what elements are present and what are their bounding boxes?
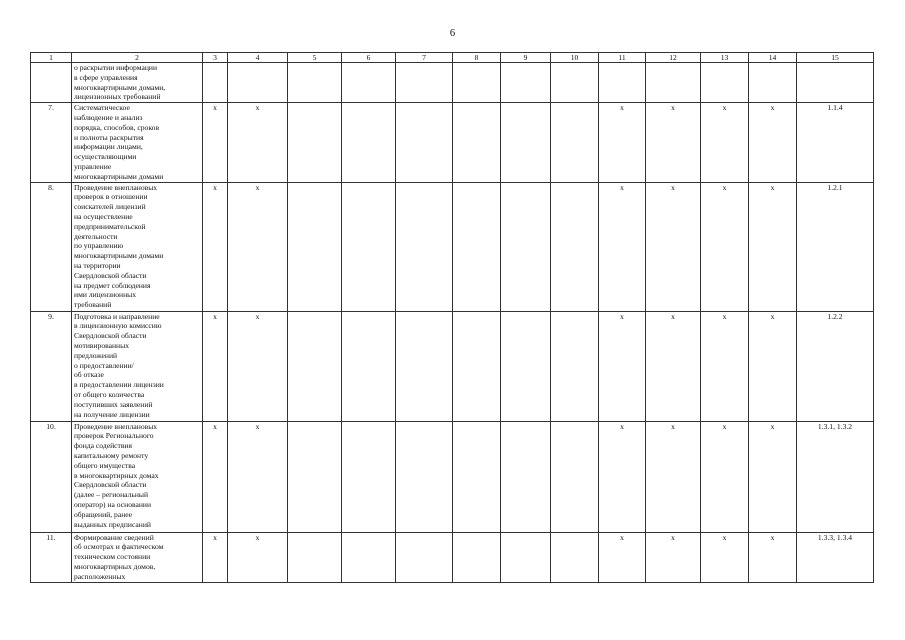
table-row: [31, 103, 874, 182]
mark-cell: [396, 311, 453, 421]
mark-cell: [396, 182, 453, 311]
mark-cell: x: [599, 103, 646, 182]
row-number: 10.: [31, 421, 72, 532]
column-header: 12: [646, 53, 701, 63]
mark-cell: [551, 63, 599, 103]
column-header: 13: [701, 53, 749, 63]
mark-cell: [228, 63, 288, 103]
activity-name: Проведение внеплановых проверок в отношении соискателей лицензий на осуществление предпринимательской деятельности по управлению многоквартирными домами на территории Свердловской области на предмет соблюдения ими лицензионных требований: [72, 182, 203, 311]
activity-name: о раскрытии информации в сфере управления многоквартирными домами, лицензионных требований: [72, 63, 203, 103]
mark-cell: x: [749, 421, 797, 532]
mark-cell: [453, 103, 501, 182]
mark-cell: [749, 63, 797, 103]
indicator-ref: 1.3.3, 1.3.4: [797, 532, 874, 582]
column-header: 1: [31, 53, 72, 63]
mark-cell: x: [599, 532, 646, 582]
mark-cell: x: [646, 311, 701, 421]
mark-cell: [342, 532, 396, 582]
mark-cell: x: [701, 103, 749, 182]
mark-cell: x: [599, 311, 646, 421]
row-number: 8.: [31, 182, 72, 311]
mark-cell: [551, 311, 599, 421]
mark-cell: x: [228, 103, 288, 182]
column-header: 14: [749, 53, 797, 63]
mark-cell: [453, 311, 501, 421]
mark-cell: x: [203, 532, 228, 582]
mark-cell: [501, 311, 551, 421]
mark-cell: [551, 182, 599, 311]
mark-cell: [501, 182, 551, 311]
mark-cell: [396, 532, 453, 582]
mark-cell: [501, 63, 551, 103]
mark-cell: [396, 421, 453, 532]
mark-cell: [288, 311, 342, 421]
activity-name: Подготовка и направление в лицензионную комиссию Свердловской области мотивированных предложений о предоставлении/ об отказе в предоставлении лицензии от общего количества поступивших заявлений на получение лицензии: [72, 311, 203, 421]
mark-cell: x: [228, 311, 288, 421]
indicator-ref: [797, 63, 874, 103]
mark-cell: x: [749, 182, 797, 311]
table-row: [31, 532, 874, 582]
column-header: 2: [72, 53, 203, 63]
page-number: 6: [449, 28, 456, 39]
table-row: [31, 63, 874, 103]
mark-cell: x: [228, 421, 288, 532]
mark-cell: [342, 103, 396, 182]
mark-cell: x: [749, 532, 797, 582]
mark-cell: x: [203, 311, 228, 421]
mark-cell: [342, 421, 396, 532]
indicator-ref: 1.2.1: [797, 182, 874, 311]
mark-cell: x: [701, 182, 749, 311]
indicator-ref: 1.3.1, 1.3.2: [797, 421, 874, 532]
column-header: 9: [501, 53, 551, 63]
mark-cell: [453, 421, 501, 532]
mark-cell: x: [701, 421, 749, 532]
row-number: [31, 63, 72, 103]
mark-cell: x: [228, 532, 288, 582]
mark-cell: x: [203, 182, 228, 311]
activity-name: Формирование сведений об осмотрах и фактическом техническом состоянии многоквартирных домов, расположенных: [72, 532, 203, 582]
mark-cell: [453, 532, 501, 582]
column-header: 5: [288, 53, 342, 63]
mark-cell: x: [599, 421, 646, 532]
mark-cell: [453, 182, 501, 311]
mark-cell: x: [701, 532, 749, 582]
mark-cell: x: [701, 311, 749, 421]
indicator-ref: 1.2.2: [797, 311, 874, 421]
mark-cell: x: [203, 421, 228, 532]
column-header: 7: [396, 53, 453, 63]
mark-cell: [288, 182, 342, 311]
mark-cell: x: [228, 182, 288, 311]
mark-cell: [396, 63, 453, 103]
row-number: 7.: [31, 103, 72, 182]
mark-cell: [646, 63, 701, 103]
mark-cell: [288, 63, 342, 103]
mark-cell: [701, 63, 749, 103]
mark-cell: x: [599, 182, 646, 311]
mark-cell: [453, 63, 501, 103]
activity-name: Систематическое наблюдение и анализ порядка, способов, сроков и полноты раскрытия информации лицами, осуществляющими управление многоквартирными домами: [72, 103, 203, 182]
mark-cell: x: [646, 182, 701, 311]
mark-cell: x: [749, 311, 797, 421]
mark-cell: [396, 103, 453, 182]
mark-cell: x: [646, 421, 701, 532]
row-number: 9.: [31, 311, 72, 421]
header-row: [31, 53, 874, 63]
mark-cell: x: [203, 103, 228, 182]
column-header: 15: [797, 53, 874, 63]
mark-cell: [551, 532, 599, 582]
mark-cell: [501, 103, 551, 182]
plan-table: [30, 52, 874, 583]
mark-cell: x: [646, 532, 701, 582]
column-header: 10: [551, 53, 599, 63]
indicator-ref: 1.1.4: [797, 103, 874, 182]
column-header: 11: [599, 53, 646, 63]
mark-cell: [288, 103, 342, 182]
mark-cell: [501, 421, 551, 532]
table-row: [31, 311, 874, 421]
mark-cell: [342, 63, 396, 103]
mark-cell: [501, 532, 551, 582]
mark-cell: [288, 421, 342, 532]
mark-cell: x: [646, 103, 701, 182]
table-row: [31, 182, 874, 311]
mark-cell: [203, 63, 228, 103]
mark-cell: [551, 421, 599, 532]
mark-cell: [342, 182, 396, 311]
column-header: 8: [453, 53, 501, 63]
column-header: 6: [342, 53, 396, 63]
mark-cell: [599, 63, 646, 103]
activity-name: Проведение внеплановых проверок Регионального фонда содействия капитальному ремонту общего имущества в многоквартирных домах Свердловской области (далее – региональный оператор) на основании обращений, ранее выданных предписаний: [72, 421, 203, 532]
column-header: 4: [228, 53, 288, 63]
mark-cell: [288, 532, 342, 582]
mark-cell: [342, 311, 396, 421]
table-row: [31, 421, 874, 532]
column-header: 3: [203, 53, 228, 63]
row-number: 11.: [31, 532, 72, 582]
mark-cell: x: [749, 103, 797, 182]
mark-cell: [551, 103, 599, 182]
